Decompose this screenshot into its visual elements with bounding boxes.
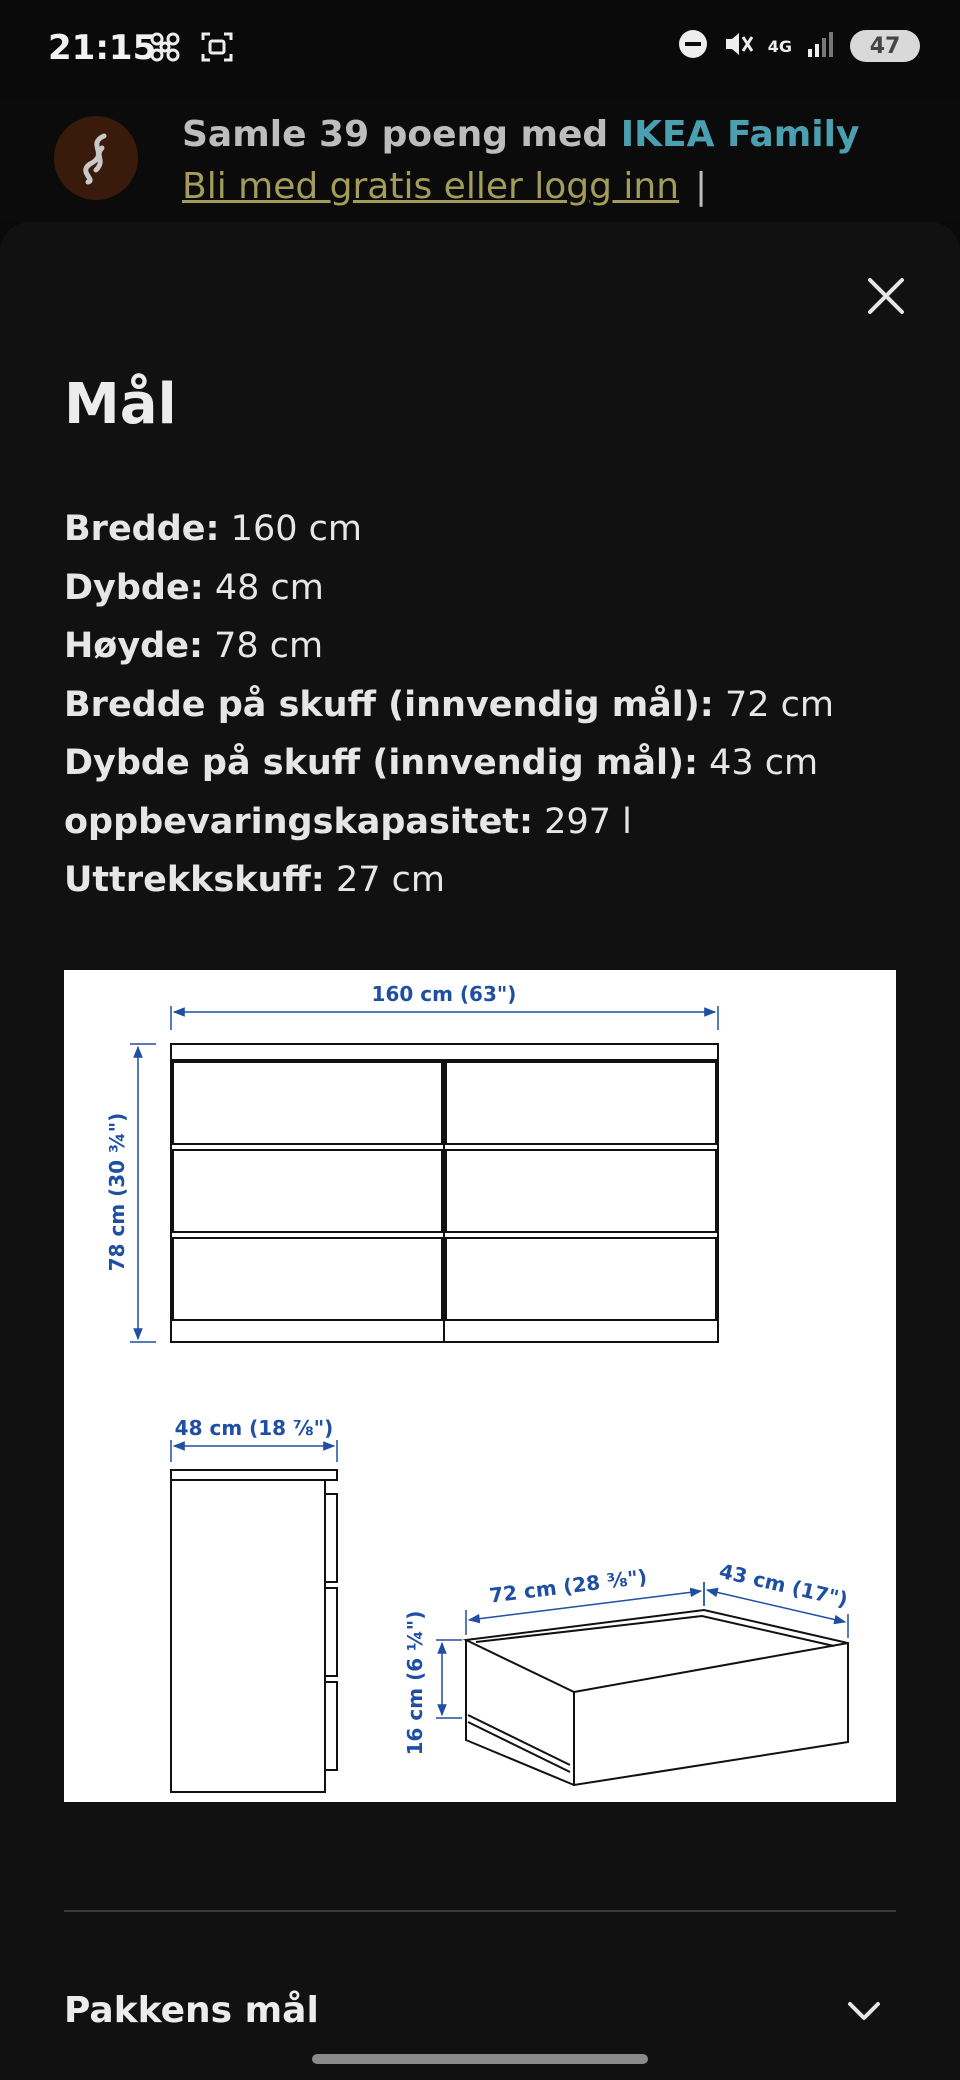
spec-label: Høyde: [64,626,203,666]
ikea-family-banner [0,100,960,222]
spec-item [64,851,834,910]
modal-title: Mål [64,372,177,437]
screen-record-icon [200,30,234,68]
do-not-disturb-icon [678,29,708,63]
spec-label: Uttrekkskuff: [64,860,325,900]
home-indicator[interactable] [312,2054,648,2064]
ikea-family-logo-icon [54,116,138,200]
spec-label: oppbevaringskapasitet: [64,801,534,842]
close-icon [862,272,910,320]
spec-label: Dybde: [64,567,204,608]
status-bar [0,0,960,100]
section-divider [64,1910,896,1912]
join-or-login-link[interactable]: Bli med gratis eller logg inn [182,166,680,207]
front-view-drawing [171,1044,718,1342]
height-label: 78 cm (30 ¾") [105,1112,129,1272]
spec-item [64,500,834,559]
drawer-height-label: 16 cm (6 ¼") [403,1610,427,1756]
depth-label: 48 cm (18 ⅞") [174,1416,334,1440]
spec-value: 48 cm [214,567,324,608]
dimension-illustration [64,970,896,1802]
banner-brand: IKEA Family [620,114,860,155]
banner-headline [182,114,859,155]
spec-list [64,500,834,910]
battery-level: 47 [869,33,901,59]
spec-value: 72 cm [724,684,834,725]
fan-icon [148,30,182,68]
clock: 21:15 [48,28,157,68]
spec-item [64,793,834,852]
spec-label: Dybde på skuff (innvendig mål): [64,743,698,783]
spec-value: 160 cm [230,509,362,549]
drawer-height-dimension [436,1640,462,1718]
drawer-width-label: 72 cm (28 ⅜") [487,1564,649,1608]
width-label: 160 cm (63") [371,982,517,1006]
spec-item [64,734,834,793]
depth-dimension [171,1440,337,1462]
package-dimensions-accordion[interactable] [64,1990,896,2050]
spec-label: Bredde på skuff (innvendig mål): [64,684,714,725]
mute-icon [722,28,754,64]
width-dimension [171,1006,718,1030]
spec-value: 27 cm [335,860,445,900]
banner-text: Samle 39 poeng med [182,114,621,155]
drawer-depth-label: 43 cm (17") [717,1558,851,1612]
battery-icon [850,30,920,62]
close-button[interactable] [862,272,910,320]
spec-item [64,559,834,618]
side-view-drawing [171,1470,337,1792]
spec-value: 297 l [544,801,632,842]
spec-item [64,617,834,676]
spec-item [64,676,834,735]
signal-icon [806,29,836,63]
banner-cta [182,166,707,207]
spec-value: 78 cm [214,626,324,666]
spec-value: 43 cm [709,743,819,783]
network-label: 4G [767,36,792,56]
drawer-drawing [466,1610,848,1785]
spec-label: Bredde: [64,509,220,549]
height-dimension [130,1044,156,1342]
chevron-down-icon [846,2000,882,2028]
dimensions-sheet [0,222,960,2080]
accordion-title: Pakkens mål [64,1990,319,2031]
banner-separator: | [695,166,708,207]
